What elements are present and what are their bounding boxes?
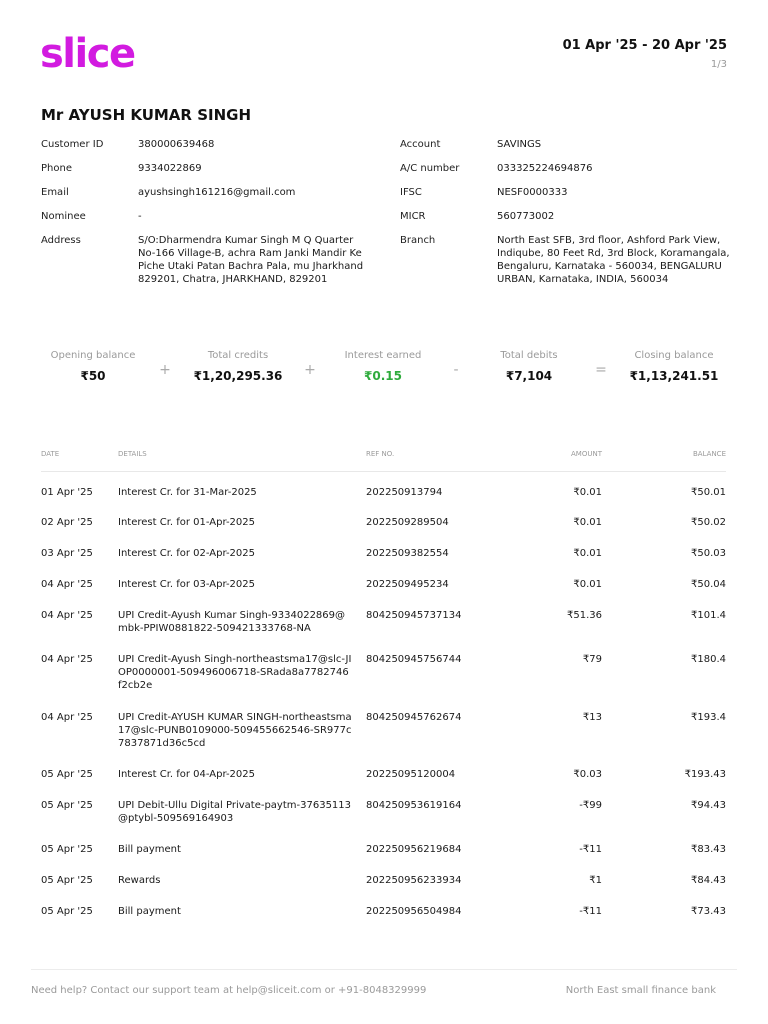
- txn-details-text: Bill payment: [118, 844, 181, 855]
- branch-value: North East SFB, 3rd floor, Ashford Park View, Indiqube, 80 Feet Rd, 3rd Block, Koramangala, Bengaluru, Karnataka - 560034, BENGALURU URBAN, Karnataka, INDIA, 560034: [497, 235, 730, 285]
- txn-balance: [602, 905, 726, 936]
- txn-balance: [602, 578, 726, 609]
- table-row: [41, 799, 726, 843]
- address-row: [41, 234, 371, 286]
- micr-label: MICR: [400, 211, 426, 222]
- customer-id-row: [41, 138, 371, 151]
- phone-label: Phone: [41, 163, 72, 174]
- txn-amount-text: ₹1: [589, 875, 602, 886]
- txn-date-text: 01 Apr '25: [41, 486, 93, 498]
- txn-date: [41, 768, 118, 799]
- nominee-value: -: [138, 211, 142, 222]
- txn-ref: [366, 547, 496, 578]
- closing-balance-value: ₹1,13,241.51: [629, 369, 719, 383]
- customer-id-label: Customer ID: [41, 139, 104, 150]
- txn-balance: [602, 547, 726, 578]
- balance-summary: [40, 350, 732, 394]
- table-row: [41, 516, 726, 547]
- address-label: Address: [41, 235, 81, 246]
- txn-balance: [602, 516, 726, 547]
- txn-details-text: UPI Credit-Ayush Kumar Singh-9334022869@mbk-PPIW0881822-509421333768-NA: [118, 610, 346, 634]
- txn-details: [118, 874, 366, 905]
- txn-amount: [496, 471, 602, 516]
- date-column-header: DATE: [41, 444, 118, 471]
- interest-earned-label: Interest earned: [344, 350, 422, 361]
- table-row: [41, 768, 726, 799]
- txn-details: [118, 609, 366, 653]
- total-credits: [178, 350, 298, 383]
- txn-amount-text: ₹51.36: [567, 610, 602, 621]
- txn-balance-text: ₹94.43: [691, 800, 726, 811]
- txn-date: [41, 653, 118, 711]
- txn-amount: [496, 874, 602, 905]
- total-credits-value: ₹1,20,295.36: [193, 369, 283, 383]
- txn-date-text: 05 Apr '25: [41, 800, 93, 811]
- txn-balance: [602, 768, 726, 799]
- ref-column-header: REF NO.: [366, 444, 496, 471]
- txn-balance-text: ₹73.43: [691, 906, 726, 917]
- table-row: [41, 471, 726, 516]
- interest-earned-value: ₹0.15: [364, 369, 402, 383]
- txn-amount: [496, 799, 602, 843]
- txn-details: [118, 843, 366, 874]
- txn-ref: [366, 609, 496, 653]
- ifsc-row: [400, 186, 730, 199]
- txn-balance: [602, 653, 726, 711]
- txn-balance-text: ₹101.4: [691, 610, 726, 621]
- opening-balance-value: ₹50: [80, 369, 106, 383]
- txn-balance: [602, 799, 726, 843]
- balance-column-header: BALANCE: [602, 444, 726, 471]
- txn-date: [41, 711, 118, 768]
- table-row: [41, 711, 726, 768]
- account-type-label: Account: [400, 139, 441, 150]
- txn-amount: [496, 547, 602, 578]
- minus-operator: -: [453, 362, 459, 378]
- table-row: [41, 843, 726, 874]
- table-row: [41, 905, 726, 936]
- txn-balance: [602, 471, 726, 516]
- txn-amount: [496, 768, 602, 799]
- txn-balance-text: ₹180.4: [691, 654, 726, 665]
- txn-amount: [496, 905, 602, 936]
- account-number-value: 033325224694876: [497, 163, 593, 174]
- txn-ref-text: 2022509495234: [366, 579, 449, 590]
- txn-ref-text: 202250913794: [366, 486, 443, 498]
- txn-details-text: Interest Cr. for 03-Apr-2025: [118, 579, 256, 590]
- txn-amount-text: ₹0.01: [573, 486, 602, 498]
- txn-ref-text: 202250956504984: [366, 906, 462, 917]
- txn-details-text: Interest Cr. for 31-Mar-2025: [118, 486, 257, 498]
- branch-row: [400, 234, 730, 286]
- txn-amount-text: ₹13: [582, 712, 602, 723]
- txn-ref-text: 2022509382554: [366, 548, 449, 559]
- txn-date-text: 04 Apr '25: [41, 610, 93, 621]
- txn-ref: [366, 799, 496, 843]
- txn-amount-text: -₹11: [579, 844, 602, 855]
- phone-value: 9334022869: [138, 163, 202, 174]
- micr-value: 560773002: [497, 211, 555, 222]
- txn-date-text: 05 Apr '25: [41, 875, 93, 886]
- account-number-label: A/C number: [400, 163, 460, 174]
- txn-details: [118, 578, 366, 609]
- customer-id-value: 380000639468: [138, 139, 215, 150]
- txn-details-text: Interest Cr. for 01-Apr-2025: [118, 517, 256, 528]
- branch-label: Branch: [400, 235, 436, 246]
- txn-details-text: Rewards: [118, 875, 161, 886]
- txn-ref: [366, 653, 496, 711]
- plus-operator: +: [159, 362, 171, 378]
- total-debits-value: ₹7,104: [505, 369, 553, 383]
- customer-details: [41, 138, 371, 297]
- txn-date-text: 03 Apr '25: [41, 548, 93, 559]
- txn-amount: [496, 711, 602, 768]
- txn-details-text: UPI Credit-Ayush Singh-northeastsma17@slc-JIOP0000001-509496006718-SRada8a7782746f2cb2e: [118, 654, 352, 691]
- txn-balance-text: ₹50.02: [691, 517, 726, 528]
- amount-column-header: AMOUNT: [496, 444, 602, 471]
- txn-details: [118, 905, 366, 936]
- interest-earned: [323, 350, 443, 383]
- txn-balance: [602, 843, 726, 874]
- ifsc-value: NESF0000333: [497, 187, 568, 198]
- ifsc-label: IFSC: [400, 187, 422, 198]
- txn-date-text: 05 Apr '25: [41, 844, 93, 855]
- txn-date-text: 05 Apr '25: [41, 769, 93, 780]
- txn-balance-text: ₹50.03: [691, 548, 726, 559]
- txn-date: [41, 843, 118, 874]
- txn-details-text: Bill payment: [118, 906, 181, 917]
- txn-date: [41, 578, 118, 609]
- opening-balance-label: Opening balance: [50, 350, 136, 361]
- txn-details: [118, 768, 366, 799]
- account-number-row: [400, 162, 730, 175]
- address-value: S/O:Dharmendra Kumar Singh M Q Quarter No-166 Village-B, achra Ram Janki Mandir Ke Piche Utaki Patan Bachra Pala, mu Jharkhand 829201, Chatra, JHARKHAND, 829201: [138, 235, 364, 285]
- txn-ref-text: 202250956219684: [366, 844, 462, 855]
- txn-details-text: UPI Debit-Ullu Digital Private-paytm-37635113@ptybl-509569164903: [118, 800, 352, 824]
- txn-details: [118, 711, 366, 768]
- txn-ref: [366, 578, 496, 609]
- total-debits: [469, 350, 589, 383]
- txn-amount: [496, 843, 602, 874]
- txn-amount-text: ₹0.03: [573, 769, 602, 780]
- txn-balance-text: ₹83.43: [691, 844, 726, 855]
- opening-balance: [33, 350, 153, 383]
- txn-balance: [602, 711, 726, 768]
- txn-date: [41, 799, 118, 843]
- txn-amount-text: -₹99: [579, 800, 602, 811]
- slice-logo: slice: [40, 31, 135, 77]
- table-row: [41, 653, 726, 711]
- closing-balance-label: Closing balance: [634, 350, 714, 361]
- table-row: [41, 578, 726, 609]
- txn-date: [41, 471, 118, 516]
- closing-balance: [614, 350, 734, 383]
- table-row: [41, 547, 726, 578]
- email-value: ayushsingh161216@gmail.com: [138, 187, 296, 198]
- txn-date: [41, 874, 118, 905]
- txn-ref-text: 202250956233934: [366, 875, 462, 886]
- txn-balance-text: ₹84.43: [691, 875, 726, 886]
- txn-balance-text: ₹50.01: [691, 486, 726, 498]
- txn-amount: [496, 609, 602, 653]
- email-row: [41, 186, 371, 199]
- email-label: Email: [41, 187, 69, 198]
- txn-ref: [366, 874, 496, 905]
- total-credits-label: Total credits: [207, 350, 269, 361]
- txn-ref-text: 2022509289504: [366, 517, 449, 528]
- nominee-label: Nominee: [41, 211, 86, 222]
- page-number: 1/3: [710, 59, 727, 70]
- transactions-table: [41, 444, 726, 936]
- table-row: [41, 874, 726, 905]
- bank-name: North East small finance bank: [565, 985, 716, 996]
- customer-name: Mr AYUSH KUMAR SINGH: [41, 106, 251, 124]
- account-type-row: [400, 138, 730, 151]
- txn-balance-text: ₹50.04: [691, 579, 726, 590]
- txn-date-text: 05 Apr '25: [41, 906, 93, 917]
- micr-row: [400, 210, 730, 223]
- txn-ref: [366, 905, 496, 936]
- txn-ref: [366, 471, 496, 516]
- txn-amount-text: ₹0.01: [573, 579, 602, 590]
- plus-operator: +: [304, 362, 316, 378]
- account-type-value: SAVINGS: [497, 139, 542, 150]
- txn-date: [41, 547, 118, 578]
- txn-amount: [496, 516, 602, 547]
- txn-ref: [366, 711, 496, 768]
- txn-amount-text: ₹0.01: [573, 517, 602, 528]
- txn-amount-text: -₹11: [579, 906, 602, 917]
- txn-amount-text: ₹79: [582, 654, 602, 665]
- txn-balance-text: ₹193.43: [684, 769, 726, 780]
- nominee-row: [41, 210, 371, 223]
- txn-amount: [496, 578, 602, 609]
- txn-amount-text: ₹0.01: [573, 548, 602, 559]
- txn-ref-text: 804250945756744: [366, 654, 462, 665]
- equals-operator: =: [595, 362, 607, 378]
- table-row: [41, 609, 726, 653]
- txn-date: [41, 609, 118, 653]
- txn-ref: [366, 843, 496, 874]
- table-header-row: [41, 444, 726, 471]
- txn-balance-text: ₹193.4: [691, 712, 726, 723]
- txn-details: [118, 471, 366, 516]
- txn-balance: [602, 609, 726, 653]
- txn-ref-text: 804250945762674: [366, 712, 462, 723]
- total-debits-label: Total debits: [500, 350, 558, 361]
- txn-details: [118, 516, 366, 547]
- txn-details-text: Interest Cr. for 02-Apr-2025: [118, 548, 256, 559]
- phone-row: [41, 162, 371, 175]
- txn-date-text: 04 Apr '25: [41, 579, 93, 590]
- support-text: Need help? Contact our support team at help@sliceit.com or +91-8048329999: [31, 985, 427, 996]
- txn-balance: [602, 874, 726, 905]
- txn-details: [118, 653, 366, 711]
- txn-ref-text: 20225095120004: [366, 769, 456, 780]
- txn-date-text: 04 Apr '25: [41, 712, 93, 723]
- txn-details: [118, 547, 366, 578]
- txn-amount: [496, 653, 602, 711]
- txn-date-text: 02 Apr '25: [41, 517, 93, 528]
- details-column-header: DETAILS: [118, 444, 366, 471]
- txn-details: [118, 799, 366, 843]
- txn-ref: [366, 768, 496, 799]
- txn-details-text: Interest Cr. for 04-Apr-2025: [118, 769, 256, 780]
- account-details: [400, 138, 730, 297]
- txn-ref-text: 804250945737134: [366, 610, 462, 621]
- txn-date: [41, 516, 118, 547]
- txn-date-text: 04 Apr '25: [41, 654, 93, 665]
- txn-ref-text: 804250953619164: [366, 800, 462, 811]
- txn-ref: [366, 516, 496, 547]
- txn-date: [41, 905, 118, 936]
- txn-details-text: UPI Credit-AYUSH KUMAR SINGH-northeastsma17@slc-PUNB0109000-509455662546-SR977c7837871d36c5cd: [118, 712, 352, 749]
- footer-divider: [31, 969, 737, 970]
- statement-period: 01 Apr '25 - 20 Apr '25: [562, 38, 727, 53]
